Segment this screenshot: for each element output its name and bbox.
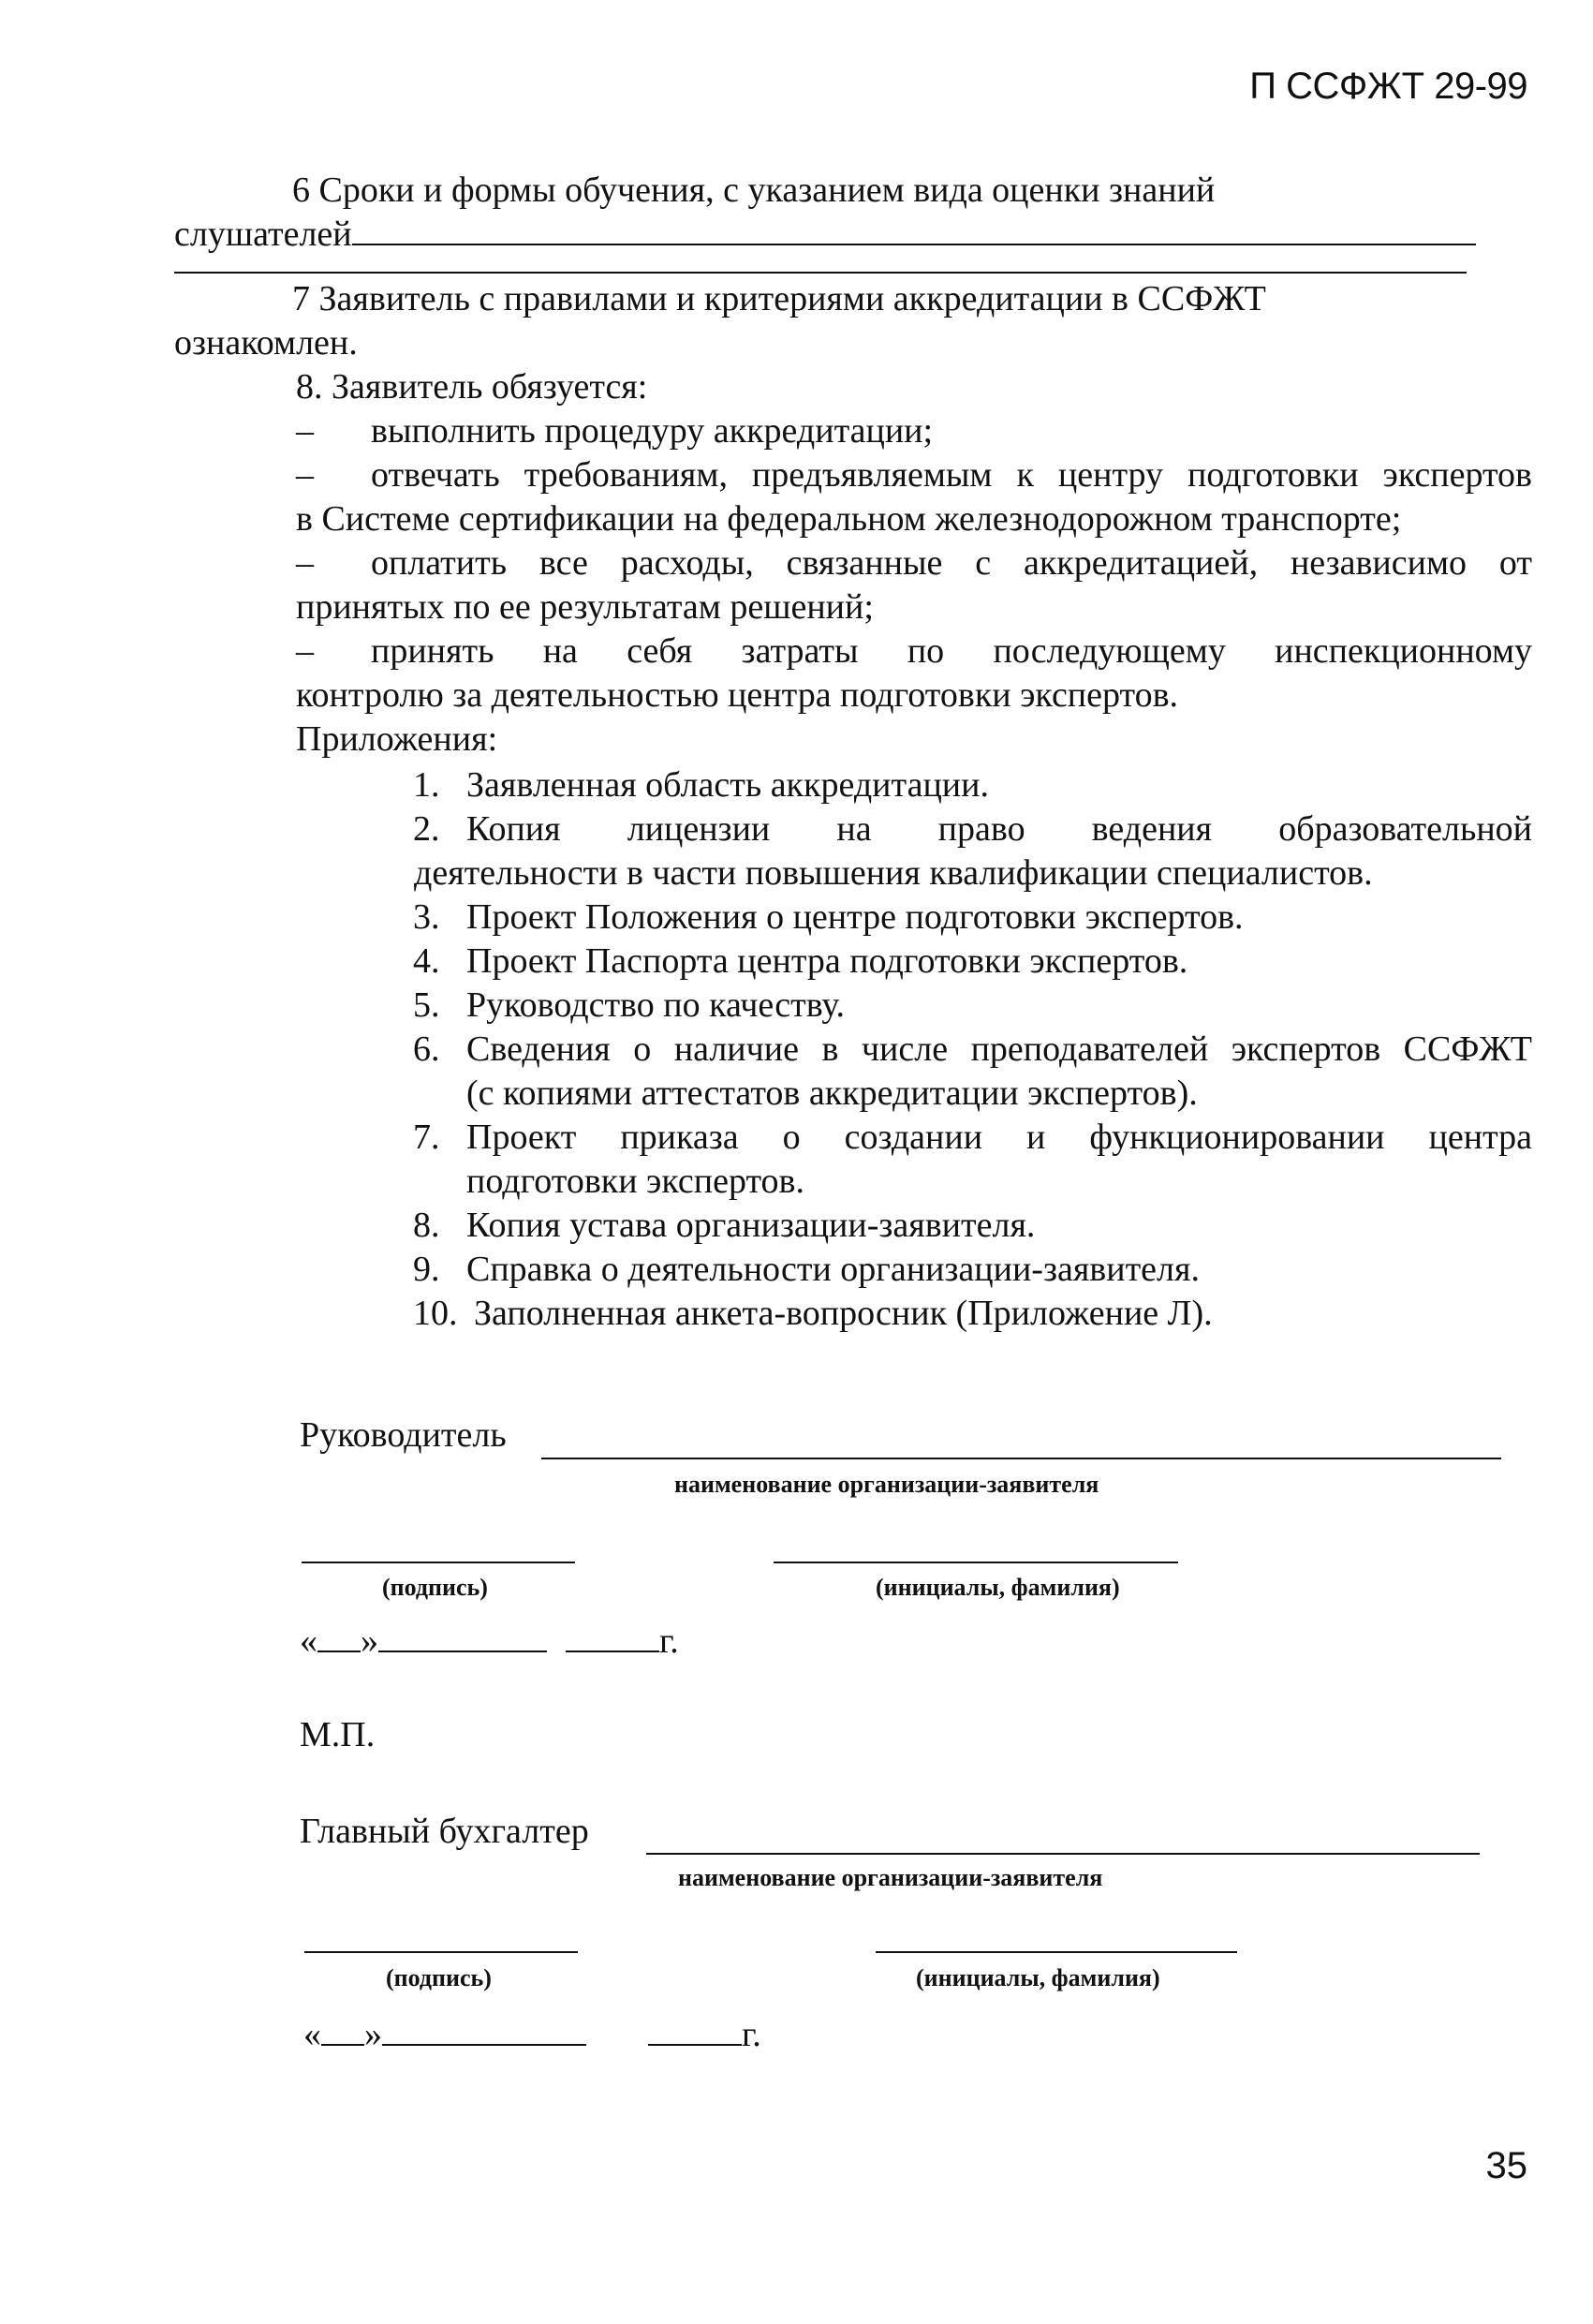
annexes-list: [174, 763, 1532, 1336]
annex-item: 4. Проект Паспорта центра подготовки экспертов.: [413, 941, 1188, 981]
year-blank: [566, 1622, 659, 1652]
annexes-title: Приложения:: [296, 719, 498, 759]
page-number: 35: [1485, 2145, 1527, 2186]
section-6-line2: слушателей: [174, 213, 1532, 257]
org-caption: наименование организации-заявителя: [674, 1471, 1099, 1498]
head-label: Руководитель: [300, 1415, 507, 1455]
day-blank: [317, 1622, 361, 1652]
obligation-item: – выполнить процедуру аккредитации;: [296, 411, 934, 451]
blank-full-line: [174, 257, 1467, 274]
month-blank: [382, 2016, 586, 2046]
annex-item: 9. Справка о деятельности организации-заявителя.: [413, 1250, 1200, 1289]
annex-item: 5. Руководство по качеству.: [413, 985, 846, 1025]
day-blank: [321, 2016, 364, 2046]
document-code: П ССФЖТ 29-99: [1249, 66, 1527, 107]
initials-line: [876, 1951, 1237, 1953]
signature-caption: (подпись): [386, 1964, 492, 1991]
date-row: « » г.: [300, 1621, 679, 1661]
year-blank: [648, 2016, 742, 2046]
annex-item: 10. Заполненная анкета-вопросник (Приложение Л).: [413, 1294, 1213, 1333]
signature-line: [304, 1951, 578, 1953]
initials-caption: (инициалы, фамилия): [916, 1964, 1160, 1991]
month-blank: [378, 1622, 547, 1652]
annex-item: 7. Проект приказа о создании и функционировании центра подготовки экспертов.: [413, 1118, 1532, 1201]
annex-item: 8. Копия устава организации-заявителя.: [413, 1206, 1036, 1245]
section-8-title: 8. Заявитель обязуется:: [296, 367, 648, 407]
blank-line: [352, 215, 1476, 245]
initials-caption: (инициалы, фамилия): [876, 1574, 1120, 1601]
obligation-item: – отвечать требованиям, предъявляемым к центру подготовки экспертов в Системе сертификации на федеральном железнодорожном транспорте;: [296, 455, 1532, 539]
signature-line: [302, 1562, 575, 1563]
annex-item: 1. Заявленная область аккредитации.: [413, 765, 989, 805]
initials-line: [774, 1562, 1178, 1563]
section-7-line2: ознакомлен.: [174, 323, 358, 363]
accountant-org-line: [646, 1853, 1480, 1855]
document-body: [174, 169, 1532, 1336]
annex-item: 6. Сведения о наличие в числе преподавателей экспертов ССФЖТ (с копиями аттестатов аккредитации экспертов).: [413, 1029, 1532, 1113]
signature-caption: (подпись): [382, 1574, 488, 1601]
annex-item: 2. Копия лицензии на право ведения образовательной деятельности в части повышения квалификации специалистов.: [413, 809, 1532, 893]
org-caption: наименование организации-заявителя: [678, 1864, 1103, 1891]
obligation-item: – оплатить все расходы, связанные с аккредитацией, независимо от принятых по ее результатам решений;: [296, 543, 1532, 627]
section-6-line1: 6 Сроки и формы обучения, с указанием вида оценки знаний: [292, 170, 1216, 210]
annex-item: 3. Проект Положения о центре подготовки экспертов.: [413, 897, 1244, 937]
stamp-place: М.П.: [300, 1715, 376, 1754]
accountant-label: Главный бухгалтер: [300, 1812, 589, 1851]
section-7-line1: 7 Заявитель с правилами и критериями аккредитации в ССФЖТ: [292, 279, 1266, 318]
obligation-item: – принять на себя затраты по последующему инспекционному контролю за деятельностью центра подготовки экспертов.: [296, 631, 1532, 715]
head-org-line: [541, 1458, 1501, 1459]
date-row: « » г.: [303, 2015, 761, 2054]
